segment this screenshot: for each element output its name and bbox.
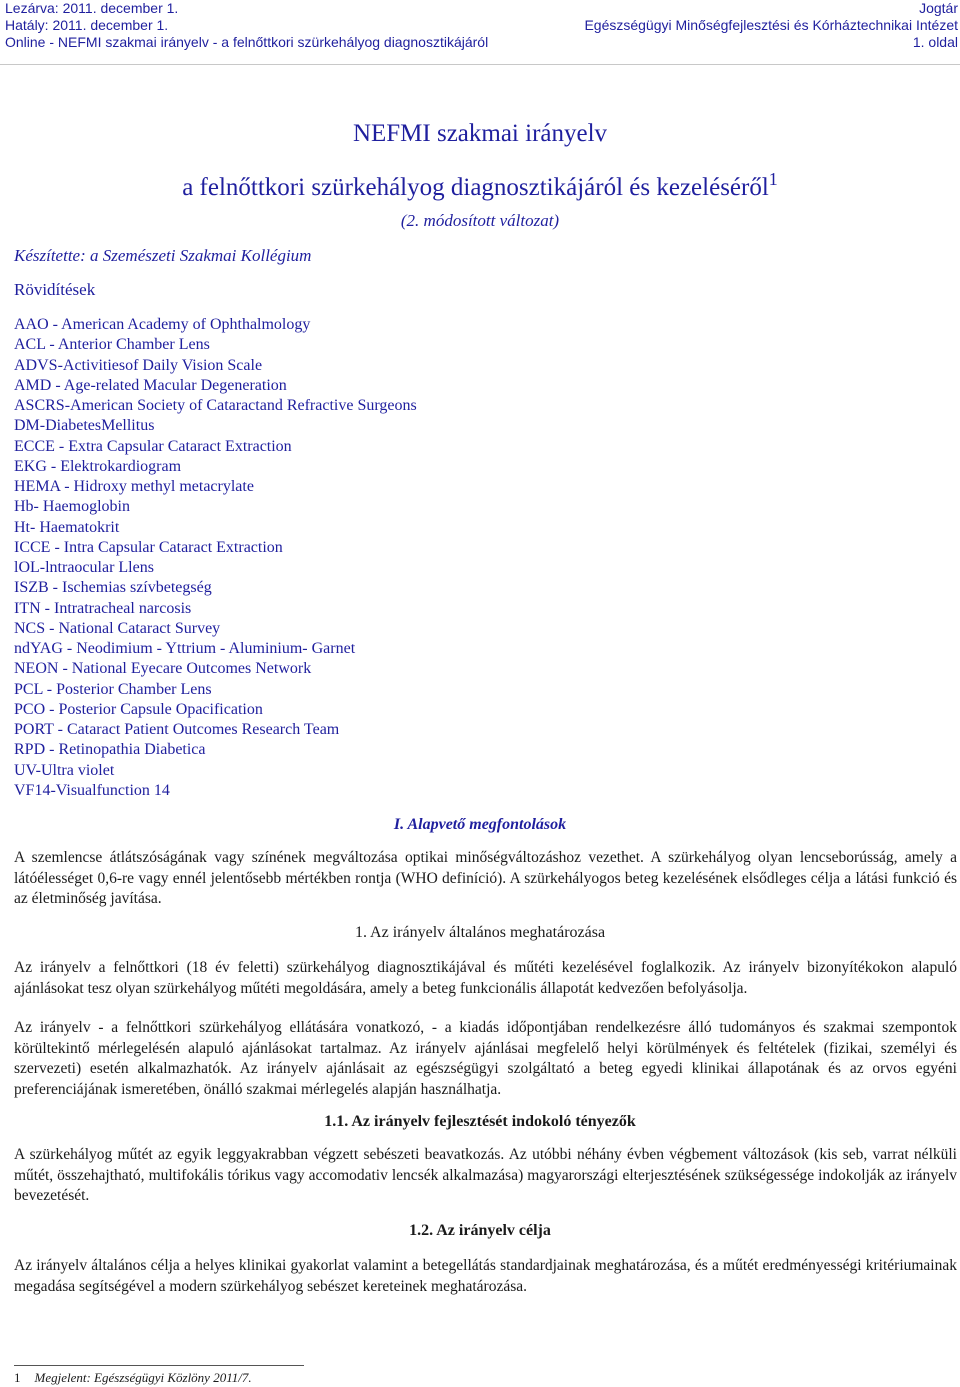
paragraph-motivation: A szürkehályog műtét az egyik leggyakrabban végzett sebészeti beavatkozás. Az utóbbi néhány évben végbement változások (kis seb, varrat nélküli műtét, összehajtható, multifokális tórikus vagy accomodativ lencsék alkalmazása) magyarországi elterjesztésének szükségessége indokolják az irányelv bevezetését.	[14, 1146, 957, 1204]
abbreviation-item: PCL - Posterior Chamber Lens	[14, 680, 212, 698]
effective-date: Hatály: 2011. december 1.	[5, 17, 169, 33]
footnote-number: 1	[14, 1370, 21, 1385]
paragraph-definition-1: Az irányelv a felnőttkori (18 év feletti) szürkehályog diagnosztikájával és műtéti kezelésével foglalkozik. Az irányelv bizonyítékokon alapuló ajánlásokat tesz olyan szürkehályog műtéti megoldására, amely a beteg funkcionális állapotát kedvezően befolyásolja.	[14, 959, 957, 997]
abbreviation-item: ISZB - Ischemias szívbetegség	[14, 579, 212, 597]
document-subtitle	[0, 169, 960, 203]
paragraph-definition-2: Az irányelv - a felnőttkori szürkehályog ellátására vonatkozó, - a kiadás időpontjában rendelkezésre álló tudományos és szakmai szempontok körültekintő mérlegelésén alapuló ajánlásokat tartalmaz. Az irányelv ajánlásai megfelelő helyi körülmények és feltételek (fizikai, személyi és szervezeti) esetén alkalmazhatók. Az irányelv ajánlásait az egészségügyi szolgáltató a beteg egyedi klinikai állapotának és az orvos egyéni preferenciájának ismeretében, önálló szakmai mérlegelés alapján használhatja.	[14, 1019, 957, 1098]
footnote-ref[interactable]: 1	[768, 169, 778, 189]
abbreviation-item: RPD - Retinopathia Diabetica	[14, 741, 206, 759]
abbreviation-item: NCS - National Cataract Survey	[14, 619, 221, 637]
abbreviation-item: ASCRS-American Society of Cataractand Refractive Surgeons	[14, 397, 417, 414]
document-title: NEFMI szakmai irányelv	[352, 120, 608, 147]
abbreviation-item: ECCE - Extra Capsular Cataract Extraction	[14, 437, 292, 455]
section-heading-basics: I. Alapvető megfontolások	[393, 816, 567, 833]
abbreviation-item: lOL-lntraocular Llens	[14, 559, 154, 576]
abbreviation-item: UV-Ultra violet	[14, 761, 115, 779]
document-line: Online - NEFMI szakmai irányelv - a felnőttkori szürkehályog diagnosztikájáról	[5, 34, 489, 50]
section-heading-definition: 1. Az irányelv általános meghatározása	[354, 924, 606, 941]
abbreviation-item: ADVS-Activitiesof Daily Vision Scale	[14, 356, 263, 374]
abbreviations-list	[14, 315, 417, 801]
abbreviation-item: PORT - Cataract Patient Outcomes Research Team	[14, 721, 340, 738]
closed-date: Lezárva: 2011. december 1.	[5, 0, 179, 16]
abbreviations-heading: Rövidítések	[14, 280, 96, 299]
abbreviation-item: HEMA - Hidroxy methyl metacrylate	[14, 478, 254, 495]
abbreviation-item: NEON - National Eyecare Outcomes Network	[14, 660, 312, 678]
abbreviation-item: DM-DiabetesMellitus	[14, 417, 155, 435]
author-line: Készítette: a Szemészeti Szakmai Kollégium	[14, 246, 312, 265]
abbreviation-item: Hb- Haemoglobin	[14, 498, 130, 516]
abbreviation-item: EKG - Elektrokardiogram	[14, 457, 182, 475]
abbreviation-item: Ht- Haematokrit	[14, 518, 120, 536]
footnote	[14, 1370, 252, 1386]
paragraph-basics: A szemlencse átlátszóságának vagy színének megváltozása optikai minőségváltozáshoz vezethet. A szürkehályog olyan lencseborússág, amely a látóélességet 0,6-re vagy ennél jelentősebb mértékben rontja (WHO definíció). A szürkehályogos beteg kezelésének elsődleges célja a látási funkció és az életminőség javítása.	[14, 849, 957, 907]
abbreviation-item: AMD - Age-related Macular Degeneration	[14, 376, 287, 394]
footnote-divider	[14, 1365, 304, 1366]
paragraph-goal: Az irányelv általános célja a helyes klinikai gyakorlat valamint a betegellátás standardjainak meghatározása, és a műtét eredményességi kritériumainak megadása segítségével a modern szürkehályog sebészet kereteinek meghatározása.	[14, 1257, 957, 1295]
source-label: Jogtár	[919, 0, 958, 16]
subtitle-text: a felnőttkori szürkehályog diagnosztikájáról és kezeléséről	[182, 174, 769, 201]
version-label: (2. módosított változat)	[400, 211, 560, 230]
abbreviation-item: VF14-Visualfunction 14	[14, 781, 170, 799]
section-heading-goal: 1.2. Az irányelv célja	[409, 1222, 551, 1239]
page-header	[0, 0, 960, 64]
abbreviation-item: ndYAG - Neodimium - Yttrium - Aluminium- Garnet	[14, 640, 356, 657]
abbreviation-item: ITN - Intratracheal narcosis	[14, 599, 192, 617]
abbreviation-item: PCO - Posterior Capsule Opacification	[14, 700, 263, 718]
abbreviation-item: ICCE - Intra Capsular Cataract Extraction	[14, 538, 283, 556]
header-divider	[0, 64, 960, 65]
section-heading-motivation: 1.1. Az irányelv fejlesztését indokoló tényezők	[324, 1113, 636, 1130]
abbreviation-item: AAO - American Academy of Ophthalmology	[14, 316, 311, 333]
footnote-text: Megjelent: Egészségügyi Közlöny 2011/7.	[34, 1370, 252, 1385]
institute-name: Egészségügyi Minőségfejlesztési és Kórháztechnikai Intézet	[584, 17, 958, 33]
abbreviation-item: ACL - Anterior Chamber Lens	[14, 336, 210, 354]
page-number: 1. oldal	[912, 34, 958, 50]
